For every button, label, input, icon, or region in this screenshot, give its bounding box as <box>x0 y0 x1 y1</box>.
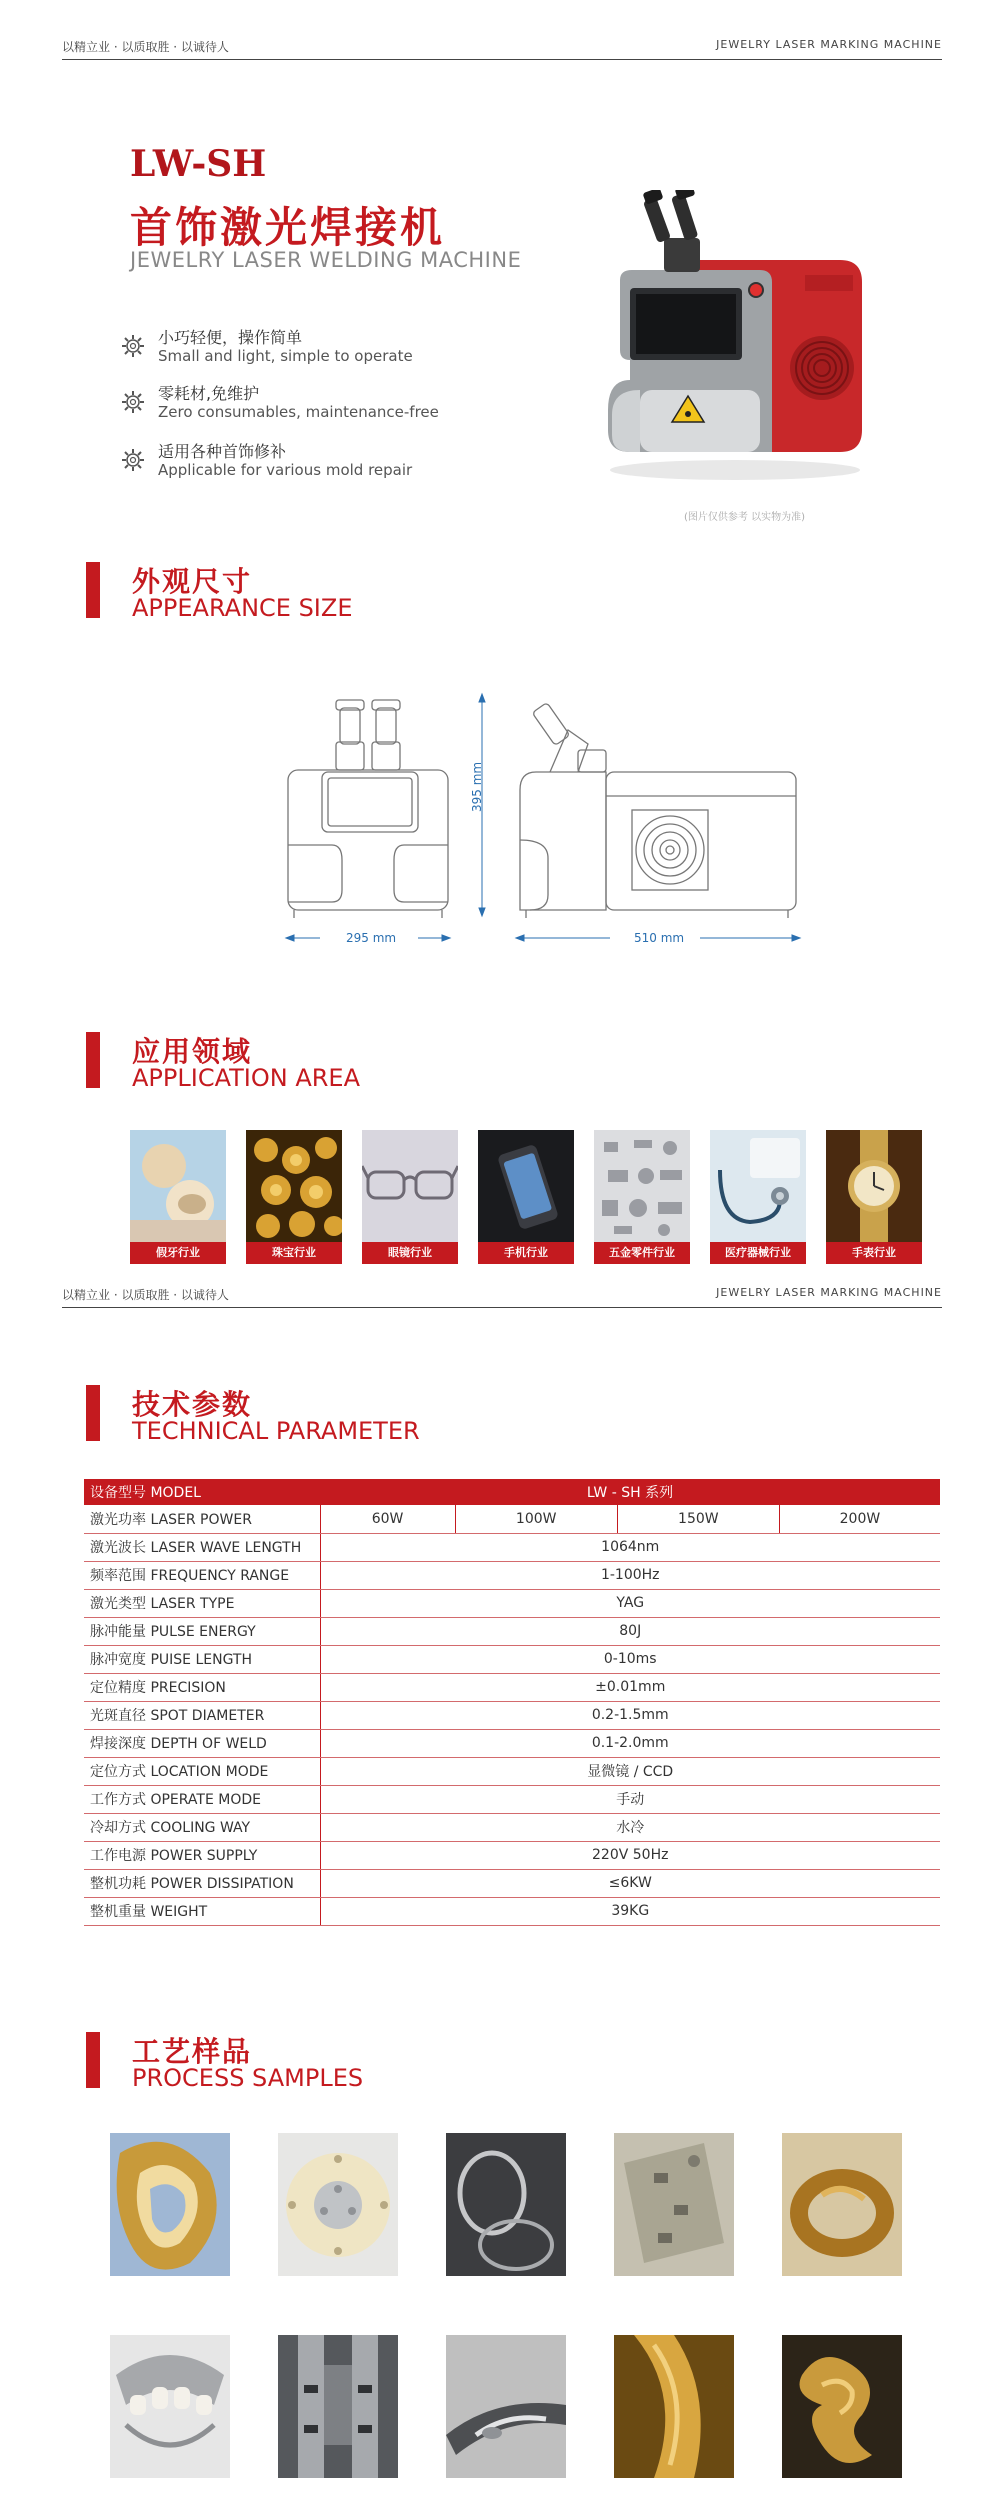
table-row <box>84 1561 940 1589</box>
sample-photo <box>782 2335 902 2478</box>
application-label: 手表行业 <box>826 1242 922 1264</box>
param-value: 0.2-1.5mm <box>320 1701 940 1729</box>
param-value: YAG <box>320 1589 940 1617</box>
section-accent-bar <box>86 562 100 618</box>
param-value: 1064nm <box>320 1533 940 1561</box>
param-label: 工作方式 OPERATE MODE <box>84 1785 320 1813</box>
param-label: 定位方式 LOCATION MODE <box>84 1757 320 1785</box>
top-header-bar <box>62 1278 942 1308</box>
param-label: 整机功耗 POWER DISSIPATION <box>84 1869 320 1897</box>
company-slogan: 以精立业 · 以质取胜 · 以诚待人 <box>62 40 229 54</box>
application-tile-glasses <box>362 1130 458 1265</box>
top-header-bar <box>62 30 942 60</box>
application-tile-jewelry <box>246 1130 342 1265</box>
table-row <box>84 1505 940 1533</box>
brand-tagline: JEWELRY LASER MARKING MACHINE <box>716 1286 942 1299</box>
param-label: 定位精度 PRECISION <box>84 1673 320 1701</box>
gear-icon <box>120 389 146 415</box>
param-label: 激光功率 LASER POWER <box>84 1505 320 1533</box>
medical-photo <box>710 1130 806 1242</box>
param-value: ±0.01mm <box>320 1673 940 1701</box>
feature-item <box>120 325 540 369</box>
table-row <box>84 1645 940 1673</box>
feature-cn: 适用各种首饰修补 <box>158 442 287 461</box>
dental-photo <box>130 1130 226 1242</box>
sample-photo <box>110 2133 230 2276</box>
param-value: 39KG <box>320 1897 940 1925</box>
sample-photo <box>278 2335 398 2478</box>
gear-icon <box>120 447 146 473</box>
feature-item <box>120 439 540 483</box>
glasses-photo <box>362 1130 458 1242</box>
table-row <box>84 1701 940 1729</box>
feature-en: Applicable for various mold repair <box>158 461 413 479</box>
product-title-en: JEWELRY LASER WELDING MACHINE <box>130 248 522 272</box>
section-accent-bar <box>86 1032 100 1088</box>
parameter-table <box>84 1479 940 1926</box>
table-row <box>84 1729 940 1757</box>
param-value: 100W <box>455 1505 617 1533</box>
application-label: 医疗器械行业 <box>710 1242 806 1264</box>
watch-photo <box>826 1130 922 1242</box>
dimension-drawing <box>280 690 820 960</box>
param-value: 200W <box>779 1505 940 1533</box>
application-tile-watch <box>826 1130 922 1265</box>
param-value: 水冷 <box>320 1813 940 1841</box>
param-label: 工作电源 POWER SUPPLY <box>84 1841 320 1869</box>
depth-dimension-label: 510 mm <box>634 931 685 945</box>
table-row <box>84 1757 940 1785</box>
application-tile-dental <box>130 1130 226 1265</box>
company-slogan: 以精立业 · 以质取胜 · 以诚待人 <box>62 1288 229 1302</box>
brand-tagline: JEWELRY LASER MARKING MACHINE <box>716 38 942 51</box>
sample-photo <box>278 2133 398 2276</box>
machine-photo <box>600 190 870 490</box>
application-label: 手机行业 <box>478 1242 574 1264</box>
param-label: 激光波长 LASER WAVE LENGTH <box>84 1533 320 1561</box>
application-label: 眼镜行业 <box>362 1242 458 1264</box>
table-row <box>84 1869 940 1897</box>
application-tile-phone <box>478 1130 574 1265</box>
image-disclaimer: (图片仅供参考 以实物为准) <box>684 512 805 523</box>
application-label: 五金零件行业 <box>594 1242 690 1264</box>
param-label: 频率范围 FREQUENCY RANGE <box>84 1561 320 1589</box>
section-title-cn: 工艺样品 <box>132 2035 253 2068</box>
param-value: 80J <box>320 1617 940 1645</box>
table-row <box>84 1813 940 1841</box>
param-value: 150W <box>617 1505 779 1533</box>
param-label: 脉冲宽度 PUISE LENGTH <box>84 1645 320 1673</box>
section-title-en: APPEARANCE SIZE <box>132 594 353 622</box>
height-dimension-label: 395 mm <box>470 761 484 812</box>
section-title-cn: 应用领域 <box>132 1035 253 1068</box>
application-tile-hardware <box>594 1130 690 1265</box>
table-row <box>84 1533 940 1561</box>
param-value: 0.1-2.0mm <box>320 1729 940 1757</box>
application-label: 假牙行业 <box>130 1242 226 1264</box>
width-dimension-label: 295 mm <box>346 931 397 945</box>
section-title-en: TECHNICAL PARAMETER <box>132 1417 420 1445</box>
feature-item <box>120 381 540 425</box>
sample-photo <box>614 2133 734 2276</box>
product-title-cn: 首饰激光焊接机 <box>130 203 446 252</box>
feature-en: Small and light, simple to operate <box>158 347 413 365</box>
param-label: 设备型号 MODEL <box>84 1479 320 1505</box>
table-row <box>84 1785 940 1813</box>
table-row <box>84 1589 940 1617</box>
section-accent-bar <box>86 1385 100 1441</box>
param-value: ≤6KW <box>320 1869 940 1897</box>
param-label: 焊接深度 DEPTH OF WELD <box>84 1729 320 1757</box>
jewelry-photo <box>246 1130 342 1242</box>
sample-photo <box>110 2335 230 2478</box>
application-label: 珠宝行业 <box>246 1242 342 1264</box>
phone-photo <box>478 1130 574 1242</box>
application-tile-medical <box>710 1130 806 1265</box>
section-header-appearance <box>86 560 586 622</box>
param-label: 脉冲能量 PULSE ENERGY <box>84 1617 320 1645</box>
feature-cn: 小巧轻便，操作简单 <box>158 328 303 347</box>
table-header-row <box>84 1479 940 1505</box>
table-row <box>84 1617 940 1645</box>
param-label: 冷却方式 COOLING WAY <box>84 1813 320 1841</box>
sample-photo <box>782 2133 902 2276</box>
feature-cn: 零耗材,免维护 <box>158 384 260 403</box>
sample-photo <box>614 2335 734 2478</box>
param-label: 整机重量 WEIGHT <box>84 1897 320 1925</box>
hardware-photo <box>594 1130 690 1242</box>
param-label: 光斑直径 SPOT DIAMETER <box>84 1701 320 1729</box>
section-header-samples <box>86 2030 586 2092</box>
model-name: LW-SH <box>130 143 267 185</box>
section-accent-bar <box>86 2032 100 2088</box>
section-title-cn: 外观尺寸 <box>132 565 253 598</box>
param-value: 0-10ms <box>320 1645 940 1673</box>
feature-en: Zero consumables, maintenance-free <box>158 403 439 421</box>
section-title-cn: 技术参数 <box>132 1388 253 1421</box>
param-value: 显微镜 / CCD <box>320 1757 940 1785</box>
param-value: LW - SH 系列 <box>320 1479 940 1505</box>
gear-icon <box>120 333 146 359</box>
section-title-en: PROCESS SAMPLES <box>132 2064 364 2092</box>
section-title-en: APPLICATION AREA <box>132 1064 361 1092</box>
param-value: 1-100Hz <box>320 1561 940 1589</box>
param-value: 220V 50Hz <box>320 1841 940 1869</box>
param-label: 激光类型 LASER TYPE <box>84 1589 320 1617</box>
section-header-technical <box>86 1383 586 1445</box>
param-value: 手动 <box>320 1785 940 1813</box>
table-row <box>84 1673 940 1701</box>
table-row <box>84 1897 940 1925</box>
sample-photo <box>446 2335 566 2478</box>
table-row <box>84 1841 940 1869</box>
sample-photo <box>446 2133 566 2276</box>
section-header-application <box>86 1030 586 1092</box>
param-value: 60W <box>320 1505 455 1533</box>
